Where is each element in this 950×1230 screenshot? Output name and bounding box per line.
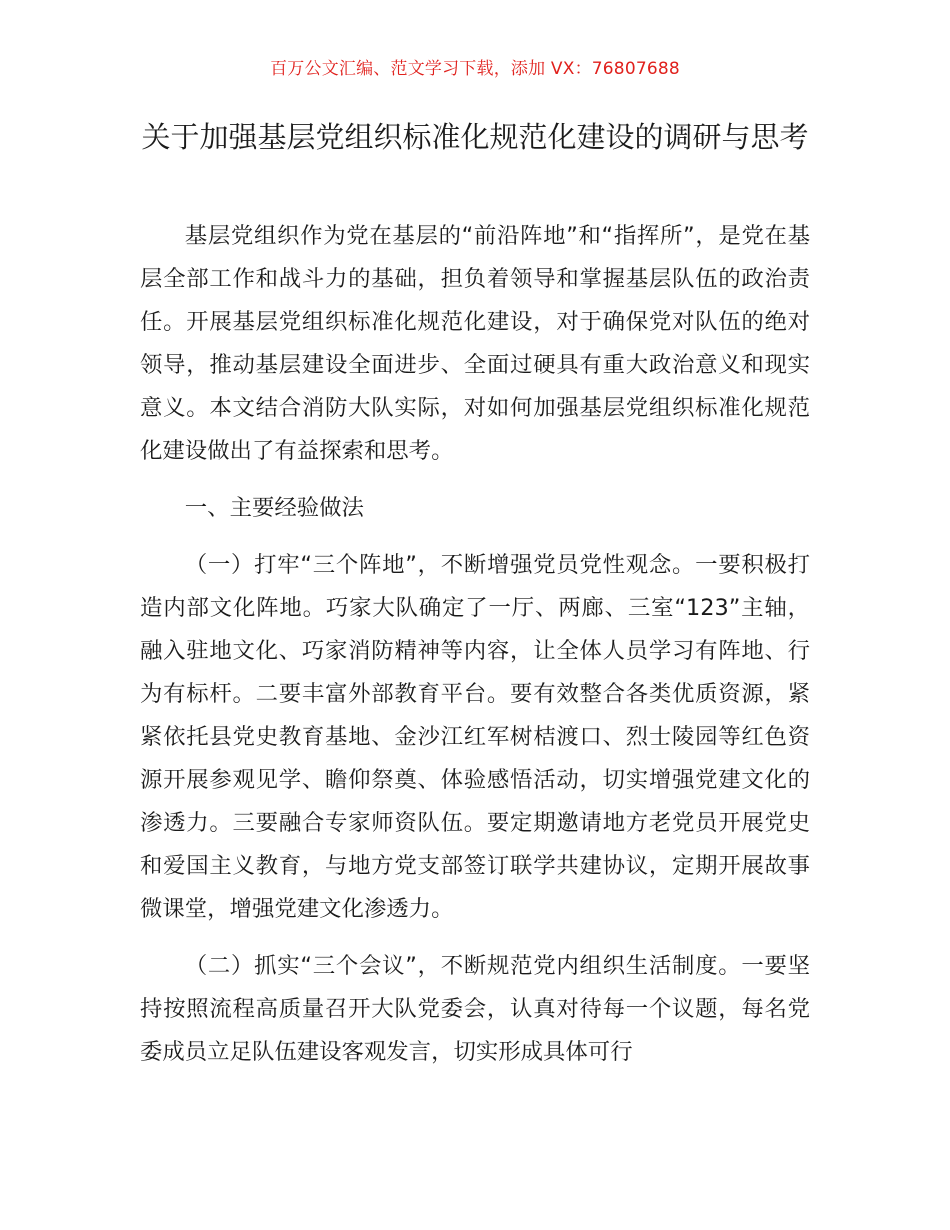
document-title: 关于加强基层党组织标准化规范化建设的调研与思考	[141, 120, 809, 154]
section-heading: 一、主要经验做法	[184, 495, 364, 521]
paragraph-intro: 基层党组织作为党在基层的“前沿阵地”和“指挥所”，是党在基层全部工作和战斗力的基础，担负着领导和掌握基层队伍的政治责任。开展基层党组织标准化规范化建设，对于确保党对队伍的绝对领导，推动基层建设全面进步、全面过硬具有重大政治意义和现实意义。本文结合消防大队实际，对如何加强基层党组织标准化规范化建设做出了有益探索和思考。	[140, 223, 810, 464]
paragraph-section-2: （二）抓实“三个会议”，不断规范党内组织生活制度。一要坚持按照流程高质量召开大队党委会，认真对待每一个议题，每名党委成员立足队伍建设客观发言，切实形成具体可行	[140, 953, 810, 1065]
header-note: 百万公文汇编、范文学习下载，添加 VX：76807688	[270, 59, 680, 79]
paragraph-section-1: （一）打牢“三个阵地”，不断增强党员党性观念。一要积极打造内部文化阵地。巧家大队确定了一厅、两廊、三室“123”主轴，融入驻地文化、巧家消防精神等内容，让全体人员学习有阵地、行为有标杆。二要丰富外部教育平台。要有效整合各类优质资源，紧紧依托县党史教育基地、金沙江红军树桔渡口、烈士陵园等红色资源开展参观见学、瞻仰祭奠、体验感悟活动，切实增强党建文化的渗透力。三要融合专家师资队伍。要定期邀请地方老党员开展党史和爱国主义教育，与地方党支部签订联学共建协议，定期开展故事微课堂，增强党建文化渗透力。	[140, 552, 810, 922]
document-body	[140, 215, 810, 1074]
